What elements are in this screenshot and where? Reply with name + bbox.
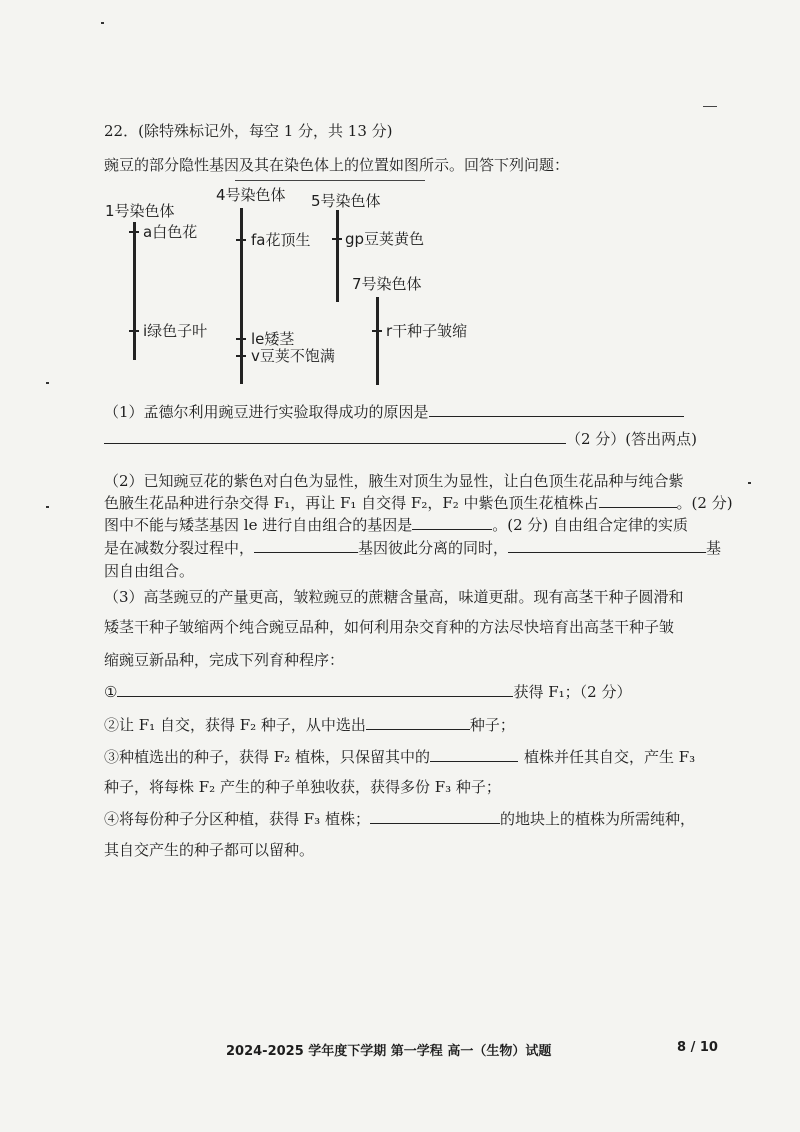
chr5-title: 5号染色体: [311, 192, 381, 210]
gene-v-label: v豆荚不饱满: [251, 347, 335, 365]
q3-answer-blank-plot[interactable]: [370, 809, 500, 824]
q2-line4: [104, 538, 721, 558]
q3-step4-cont: 其自交产生的种子都可以留种。: [104, 841, 315, 859]
q3-step2-text-b: 种子；: [469, 716, 515, 734]
chr7-title: 7号染色体: [352, 275, 422, 293]
chromosome-4: [240, 208, 243, 384]
q2-text-d: 。(2 分) 自由组合定律的实质: [492, 516, 689, 534]
q3-step4-text-a: ④将每份种子分区种植，获得 F₃ 植株；: [104, 810, 370, 828]
q3-answer-blank-plant[interactable]: [430, 747, 518, 762]
q3-step4-text-b: 的地块上的植株为所需纯种，: [499, 810, 695, 828]
q3-step3: [104, 747, 695, 767]
q2-text-e: 是在减数分裂过程中，: [104, 539, 255, 557]
gene-le-label: le矮茎: [251, 330, 295, 348]
q2-text-a: 色腋生花品种进行杂交得 F₁，再让 F₁ 自交得 F₂，F₂ 中紫色顶生花植株占: [104, 494, 599, 512]
scan-speck: [46, 382, 49, 384]
locus-marker: [236, 338, 246, 340]
gene-gp-label: gp豆荚黄色: [345, 230, 425, 248]
chromosome-5: [336, 210, 339, 302]
q3-line2: 矮茎干种子皱缩两个纯合豌豆品种，如何利用杂交育种的方法尽快培育出高茎干种子皱: [104, 618, 675, 636]
gene-r-label: r干种子皱缩: [386, 322, 468, 340]
gene-i-label: i绿色子叶: [143, 322, 208, 340]
q3-step1-text: 获得 F₁；（2 分）: [513, 683, 632, 701]
chr4-title: 4号染色体: [216, 186, 286, 204]
q3-step3-cont: 种子，将每株 F₂ 产生的种子单独收获，获得多份 F₃ 种子；: [104, 778, 501, 796]
chr1-title: 1号染色体: [105, 202, 175, 220]
q3-step4: [104, 809, 695, 829]
locus-marker: [129, 330, 139, 332]
q2-text-c: 图中不能与矮茎基因 le 进行自由组合的基因是: [104, 516, 413, 534]
locus-marker: [236, 239, 246, 241]
diagram-top-rule: [235, 180, 425, 181]
q1-line1: [104, 402, 684, 422]
q3-step3-text-b: 植株并任其自交，产生 F₃: [523, 748, 696, 766]
q3-answer-blank-cross[interactable]: [117, 682, 513, 697]
q1-answer-blank-2[interactable]: [104, 429, 566, 444]
q3-step2: [104, 715, 515, 735]
q1-suffix: （2 分）(答出两点): [566, 430, 698, 448]
q3-step1: [104, 682, 631, 702]
q2-answer-blank-nonallelic[interactable]: [508, 538, 706, 553]
locus-marker: [372, 330, 382, 332]
q3-line1: （3）高茎豌豆的产量更高，皱粒豌豆的蔗糖含量高，味道更甜。现有高茎干种子圆滑和: [104, 588, 684, 606]
q2-line2: [104, 493, 733, 513]
q2-answer-blank-allelic[interactable]: [254, 538, 358, 553]
page-number: 8 / 10: [677, 1040, 718, 1055]
chromosome-7: [376, 297, 379, 385]
q2-line3: [104, 515, 688, 535]
locus-marker: [236, 355, 246, 357]
q1-prefix: （1）孟德尔利用豌豆进行实验取得成功的原因是: [104, 403, 429, 421]
gene-fa-label: fa花顶生: [251, 231, 311, 249]
q1-line2: [104, 429, 697, 449]
q3-step2-text-a: ②让 F₁ 自交，获得 F₂ 种子，从中选出: [104, 716, 366, 734]
q2-line1: （2）已知豌豆花的紫色对白色为显性，腋生对顶生为显性，让白色顶生花品种与纯合紫: [104, 472, 684, 490]
scan-speck: [46, 506, 49, 508]
q3-line3: 缩豌豆新品种，完成下列育种程序：: [104, 651, 345, 669]
chromosome-1: [133, 222, 136, 360]
question-intro: 豌豆的部分隐性基因及其在染色体上的位置如图所示。回答下列问题：: [104, 156, 570, 174]
scan-speck: [748, 482, 751, 484]
exam-title-footer: 2024-2025 学年度下学期 第一学程 高一（生物）试题: [226, 1044, 552, 1059]
q2-text-f: 基因彼此分离的同时，: [358, 539, 509, 557]
q3-answer-blank-seed[interactable]: [366, 715, 470, 730]
q3-step1-num: ①: [104, 683, 118, 701]
q2-answer-blank-gene[interactable]: [412, 515, 492, 530]
locus-marker: [332, 238, 342, 240]
q1-answer-blank-1[interactable]: [429, 402, 684, 417]
question-header: 22．(除特殊标记外，每空 1 分，共 13 分): [104, 122, 393, 140]
q2-line5: 因自由组合。: [104, 562, 195, 580]
q2-text-b: 。(2 分): [676, 494, 733, 512]
scan-speck: [101, 22, 104, 24]
q2-text-g: 基: [706, 539, 722, 557]
scan-mark: [703, 106, 717, 107]
locus-marker: [129, 231, 139, 233]
q2-answer-blank-ratio[interactable]: [599, 493, 677, 508]
gene-a-label: a白色花: [143, 223, 198, 241]
q3-step3-text-a: ③种植选出的种子，获得 F₂ 植株，只保留其中的: [104, 748, 430, 766]
